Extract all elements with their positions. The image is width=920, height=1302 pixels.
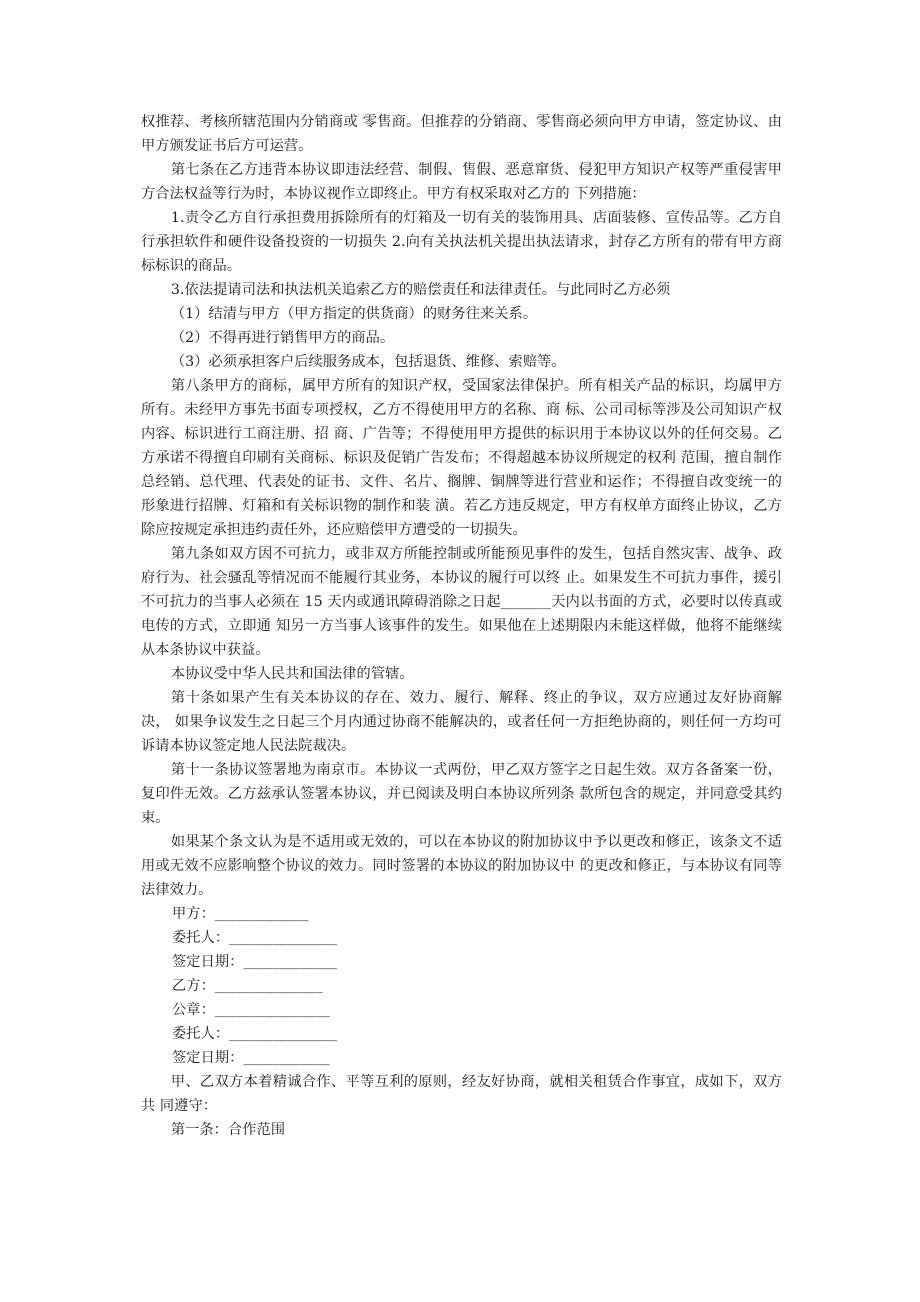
signature-agent-b: 委托人：_______________ xyxy=(172,1026,338,1042)
signature-date-b: 签定日期：____________ xyxy=(172,1050,330,1066)
paragraph-preamble: 甲、乙双方本着精诚合作、平等互利的原则，经友好协商，就相关租赁合作事宜，成如下，双方共 同遵守： xyxy=(141,1074,782,1114)
paragraph-governing-law: 本协议受中华人民共和国法律的管辖。 xyxy=(170,666,414,682)
paragraph-measure-1-2: 1.责令乙方自行承担费用拆除所有的灯箱及一切有关的装饰用具、店面装修、宣传品等。乙方自行承担软件和硬件设备投资的一切损失 2.向有关执法机关提出执法请求，封存乙方所有的带有甲方商标标识的商品。 xyxy=(141,210,782,274)
paragraph-article-10: 第十条如果产生有关本协议的存在、效力、履行、解释、终止的争议，双方应通过友好协商解决， 如果争议发生之日起三个月内通过协商不能解决的，或者任何一方拒绝协商的，则任何一方均可诉请本协议签定地人民法院裁决。 xyxy=(141,690,782,754)
signature-block xyxy=(141,902,782,1070)
paragraph-severability: 如果某个条文认为是不适用或无效的，可以在本协议的附加协议中予以更改和修正，该条文不适用或无效不应影响整个协议的效力。同时签署的本协议的附加协议中 的更改和修正，与本协议有同等法律效力。 xyxy=(141,834,782,898)
signature-seal: 公章：________________ xyxy=(172,1002,330,1018)
signature-date-a: 签定日期：_____________ xyxy=(172,954,337,970)
paragraph-item-1: （1）结清与甲方（甲方指定的供货商）的财务往来关系。 xyxy=(170,306,538,322)
section-heading-cooperation-scope: 第一条：合作范围 xyxy=(170,1122,286,1138)
paragraph-item-3: （3）必须承担客户后续服务成本，包括退货、维修、索赔等。 xyxy=(170,354,566,370)
signature-party-a: 甲方：_____________ xyxy=(172,906,309,922)
signature-agent-a: 委托人：_______________ xyxy=(172,930,338,946)
closing-section xyxy=(141,1070,782,1142)
signature-party-b: 乙方：_______________ xyxy=(172,978,323,994)
paragraph-article-8: 第八条甲方的商标，属甲方所有的知识产权，受国家法律保护。所有相关产品的标识，均属甲方所有。未经甲方事先书面专项授权，乙方不得使用甲方的名称、商 标、公司司标等涉及公司知识产权内容、标识进行工商注册、招 商、广告等；不得使用甲方提供的标识用于本协议以外的任何交易。乙方承诺不得擅自印刷有关商标、标识及促销广告发布；不得超越本协议所规定的权利 范围，擅自制作总经销、总代理、代表处的证书、文件、名片、搁牌、铜牌等进行营业和运作；不得擅自改变统一的形象进行招牌、灯箱和有关标识物的制作和装 潢。若乙方违反规定，甲方有权单方面终止协议，乙方除应按规定承担违约责任外，还应赔偿甲方遭受的一切损失。 xyxy=(141,378,782,538)
document-page xyxy=(141,110,782,1142)
paragraph-item-2: （2）不得再进行销售甲方的商品。 xyxy=(170,330,395,346)
paragraph-article-7: 第七条在乙方违背本协议即违法经营、制假、售假、恶意窜货、侵犯甲方知识产权等严重侵害甲方合法权益等行为时，本协议视作立即终止。甲方有权采取对乙方的 下列措施： xyxy=(141,162,782,202)
paragraph-measure-3: 3.依法提请司法和执法机关追索乙方的赔偿责任和法律责任。与此同时乙方必须 xyxy=(170,282,671,298)
paragraph: 权推荐、考核所辖范围内分销商或 零售商。但推荐的分销商、零售商必须向甲方申请，签定协议、由甲方颁发证书后方可运营。 xyxy=(141,114,782,154)
paragraph-article-9: 第九条如双方因不可抗力，或非双方所能控制或所能预见事件的发生，包括自然灾害、战争、政府行为、社会骚乱等情况而不能履行其业务，本协议的履行可以终 止。如果发生不可抗力事件，援引不可抗力的当事人必须在 15 天内或通讯障碍消除之日起_______天内以书面的方式，必要时以传真或电传的方式，立即通 知另一方当事人该事件的发生。如果他在上述期限内未能这样做，他将不能继续从本条协议中获益。 xyxy=(141,546,782,658)
paragraph-article-11: 第十一条协议签署地为南京市。本协议一式两份，甲乙双方签字之日起生效。双方各备案一份，复印件无效。乙方兹承认签署本协议，并已阅读及明白本协议所列条 款所包含的规定，并同意受其约束。 xyxy=(141,762,782,826)
document-body xyxy=(141,110,782,902)
